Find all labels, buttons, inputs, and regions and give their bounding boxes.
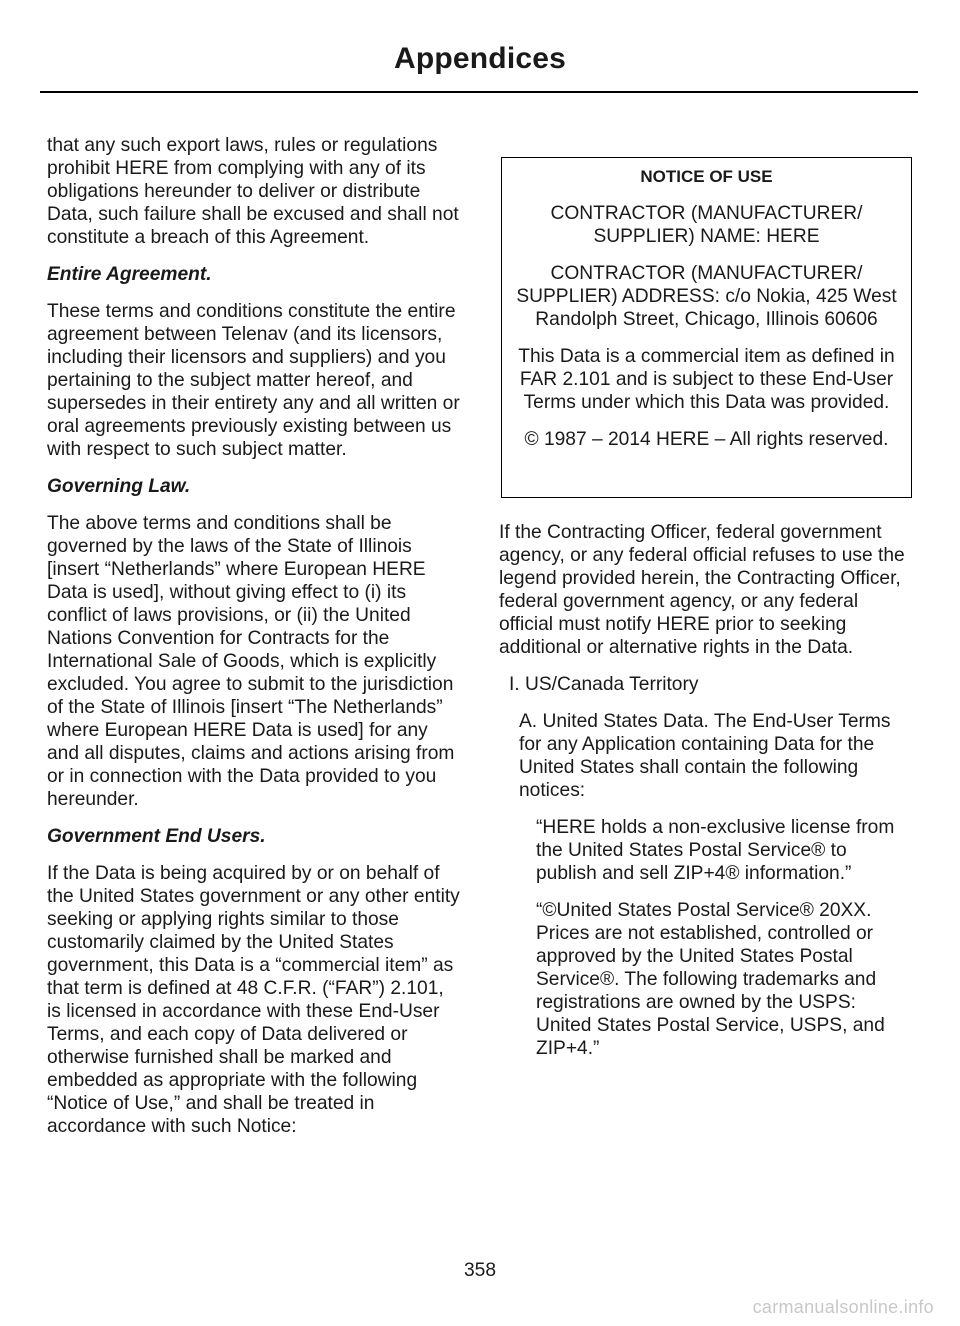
watermark: carmanualsonline.info: [752, 1297, 934, 1317]
contracting-officer-paragraph: If the Contracting Officer, federal government agency, or any federal official refuses to use the legend provided herein, the Contracting Officer, federal government agency, or any federal official must notify HERE prior to seeking additional or alternative rights in the Data.: [499, 522, 905, 658]
list-item-us-data: A. United States Data. The End-User Terms for any Application containing Data for the United States shall contain the following notices:: [519, 711, 891, 801]
government-end-users-heading: Government End Users.: [47, 826, 266, 847]
notice-of-use-box: [501, 157, 912, 498]
entire-agreement-paragraph: These terms and conditions constitute the entire agreement between Telenav (and its licensors, including their licensors and suppliers) and you pertaining to the subject matter hereof, and supersedes in their entirety any and all written or oral agreements previously existing between us with respect to such subject matter.: [47, 301, 460, 460]
list-item-us-canada: I. US/Canada Territory: [509, 674, 699, 695]
left-column: [47, 134, 460, 1152]
entire-agreement-heading: Entire Agreement.: [47, 264, 212, 285]
governing-law-paragraph: The above terms and conditions shall be governed by the laws of the State of Illinois [insert “Netherlands” where European HERE Data is used], without giving effect to (i) its conflict of laws provisions, or (ii) the United Nations Convention for Contracts for the International Sale of Goods, which is explicitly excluded. You agree to submit to the jurisdiction of the State of Illinois [insert “The Netherlands” where European HERE Data is used] for any and all disputes, claims and actions arising from or in connection with the Data provided to you hereunder.: [47, 513, 455, 810]
notice-contractor-name: CONTRACTOR (MANUFACTURER/ SUPPLIER) NAME: HERE: [550, 203, 863, 247]
notice-copyright: © 1987 – 2014 HERE – All rights reserved.: [524, 429, 889, 450]
governing-law-heading: Governing Law.: [47, 476, 191, 497]
notice-contractor-address: CONTRACTOR (MANUFACTURER/ SUPPLIER) ADDRESS: c/o Nokia, 425 West Randolph Street, Chicago, Illinois 60606: [516, 263, 897, 330]
notice-commercial-item: This Data is a commercial item as defined in FAR 2.101 and is subject to these End-User Terms under which this Data was provided.: [518, 346, 895, 413]
page-number: 358: [463, 1260, 496, 1281]
right-column: [499, 521, 912, 1074]
usps-license-quote: “HERE holds a non-exclusive license from the United States Postal Service® to publish and sell ZIP+4® information.”: [536, 817, 895, 884]
header-divider: [40, 91, 918, 93]
notice-title: NOTICE OF USE: [640, 167, 773, 186]
usps-copyright-quote: “©United States Postal Service® 20XX. Prices are not established, controlled or approved by the United States Postal Service®. The following trademarks and registrations are owned by the USPS: United States Postal Service, USPS, and ZIP+4.”: [536, 900, 885, 1059]
page-title: Appendices: [393, 42, 567, 75]
government-end-users-paragraph: If the Data is being acquired by or on behalf of the United States government or any other entity seeking or applying rights similar to those customarily claimed by the United States government, this Data is a “commercial item” as that term is defined at 48 C.F.R. (“FAR”) 2.101, is licensed in accordance with these End-User Terms, and each copy of Data delivered or otherwise furnished shall be marked and embedded as appropriate with the following “Notice of Use,” and shall be treated in accordance with such Notice:: [47, 863, 460, 1137]
export-laws-paragraph: that any such export laws, rules or regulations prohibit HERE from complying with any of its obligations hereunder to deliver or distribute Data, such failure shall be excused and shall not constitute a breach of this Agreement.: [47, 135, 459, 248]
